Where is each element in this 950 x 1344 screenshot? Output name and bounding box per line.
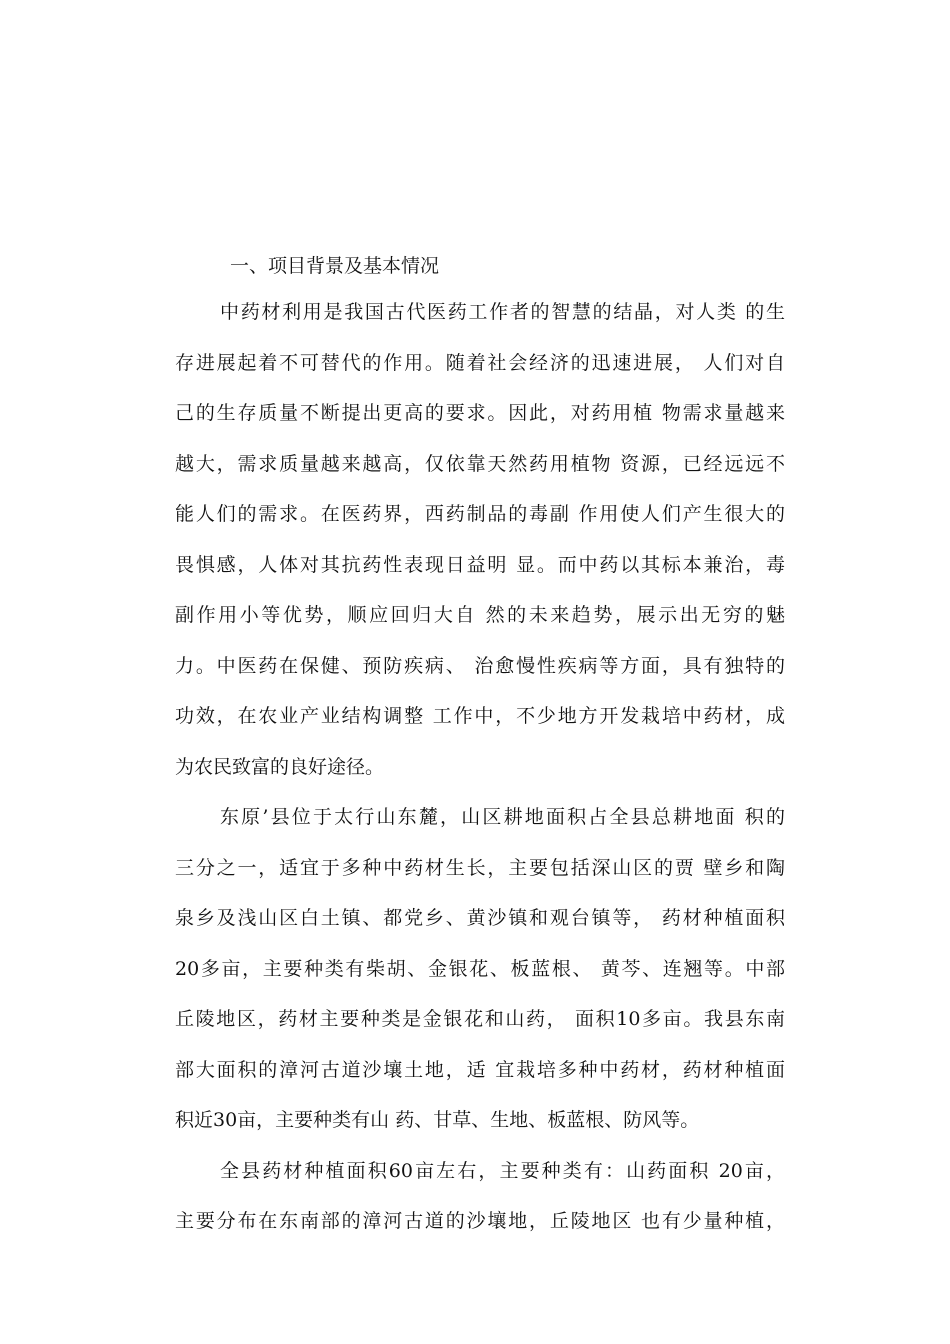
- paragraph-line: 丘陵地区，药材主要种类是金银花和山药， 面积10多亩。我县东南: [175, 1008, 785, 1030]
- paragraph-2: [175, 792, 785, 1146]
- paragraph-line: 全县药材种植面积60亩左右，主要种类有：山药面积 20亩，: [220, 1159, 785, 1182]
- paragraph-line: 副作用小等优势，顺应回归大自 然的未来趋势，展示出无穷的魅: [175, 604, 785, 626]
- paragraph-line: 己的生存质量不断提出更高的要求。因此，对药用植 物需求量越来: [175, 402, 785, 424]
- paragraph-line: 中药材利用是我国古代医药工作者的智慧的结晶，对人类 的生: [220, 301, 785, 323]
- paragraph-line: 部大面积的漳河古道沙壤土地，适 宜栽培多种中药材，药材种植面: [175, 1058, 785, 1081]
- paragraph-line: 畏惧感，人体对其抗药性表现日益明 显。而中药以其标本兼治，毒: [175, 553, 785, 576]
- paragraph-line: 力。中医药在保健、预防疾病、 治愈慢性疾病等方面，具有独特的: [175, 654, 785, 677]
- paragraph-line: 主要分布在东南部的漳河古道的沙壤地，丘陵地区 也有少量种植，: [175, 1210, 785, 1232]
- paragraph-line: 积近30亩，主要种类有山 药、甘草、生地、板蓝根、防风等。: [175, 1109, 700, 1131]
- section-heading: 一、项目背景及基本情况: [230, 255, 440, 277]
- paragraph-line: 东原’县位于太行山东麓，山区耕地面积占全县总耕地面 积的: [220, 806, 785, 828]
- paragraph-line: 泉乡及浅山区白土镇、都党乡、黄沙镇和观台镇等， 药材种植面积: [175, 907, 785, 929]
- paragraph-line: 存进展起着不可替代的作用。随着社会经济的迅速进展， 人们对自: [175, 351, 785, 374]
- paragraph-line: 20多亩，主要种类有柴胡、金银花、板蓝根、 黄芩、连翘等。中部: [175, 957, 785, 980]
- paragraph-line: 功效，在农业产业结构调整 工作中，不少地方开发栽培中药材，成: [175, 705, 785, 727]
- document-body: [175, 247, 785, 1247]
- paragraph-line: 越大，需求质量越来越高，仅依靠天然药用植物 资源，已经远远不: [175, 452, 785, 475]
- paragraph-line: 三分之一，适宜于多种中药材生长，主要包括深山区的贾 壁乡和陶: [175, 856, 785, 879]
- paragraph-line: 能人们的需求。在医药界，西药制品的毒副 作用使人们产生很大的: [175, 503, 785, 525]
- paragraph-3: [175, 1146, 785, 1247]
- paragraph-line: 为农民致富的良好途径。: [175, 755, 385, 778]
- paragraph-1: [175, 287, 785, 792]
